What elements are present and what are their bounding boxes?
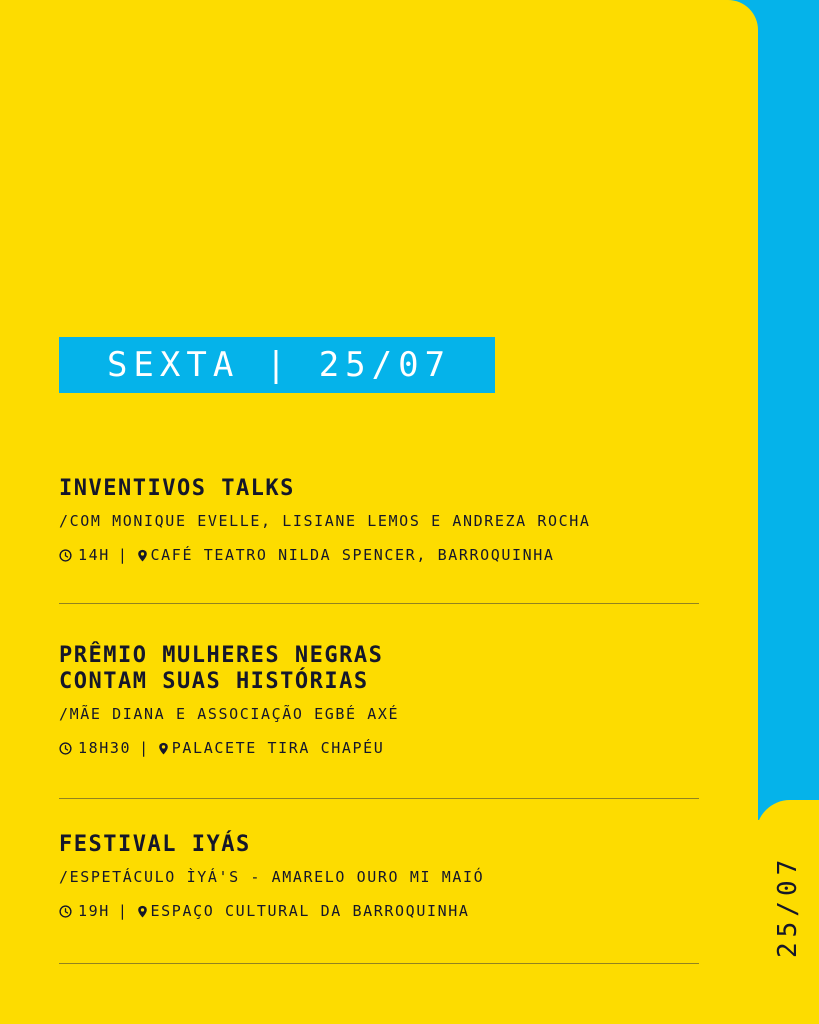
- side-date-label: 25/07: [773, 854, 803, 958]
- event-location: CAFÉ TEATRO NILDA SPENCER, BARROQUINHA: [150, 546, 555, 564]
- divider: [59, 603, 699, 604]
- event-meta: [59, 739, 699, 757]
- meta-separator: |: [117, 902, 129, 920]
- event-item: [59, 832, 699, 920]
- clock-icon: [59, 549, 72, 562]
- clock-icon: [59, 905, 72, 918]
- map-pin-icon: [137, 549, 148, 562]
- event-item: [59, 476, 699, 564]
- event-title: [59, 832, 699, 858]
- event-subtitle: /MÃE DIANA E ASSOCIAÇÃO EGBÉ AXÉ: [59, 705, 400, 723]
- map-pin-icon: [158, 742, 169, 755]
- event-title: [59, 476, 699, 502]
- event-meta: [59, 546, 699, 564]
- event-title-line: FESTIVAL IYÁS: [59, 832, 251, 857]
- main-card-extension: [700, 700, 758, 1024]
- map-pin-icon: [137, 905, 148, 918]
- event-time: 18H30: [78, 739, 132, 757]
- event-time: 14H: [78, 546, 110, 564]
- event-subtitle: /COM MONIQUE EVELLE, LISIANE LEMOS E ANDREZA ROCHA: [59, 512, 591, 530]
- event-title-line: INVENTIVOS TALKS: [59, 476, 295, 501]
- event-time: 19H: [78, 902, 110, 920]
- event-location: ESPAÇO CULTURAL DA BARROQUINHA: [150, 902, 470, 920]
- event-title-line: CONTAM SUAS HISTÓRIAS: [59, 669, 369, 694]
- event-title-line: PRÊMIO MULHERES NEGRAS: [59, 643, 384, 668]
- divider: [59, 963, 699, 964]
- clock-icon: [59, 742, 72, 755]
- event-subtitle: /ESPETÁCULO ÌYÁ'S - AMARELO OURO MI MAIÓ: [59, 868, 485, 886]
- event-meta: [59, 902, 699, 920]
- event-title: [59, 643, 699, 695]
- day-banner: SEXTA | 25/07: [59, 337, 495, 393]
- meta-separator: |: [139, 739, 150, 757]
- event-item: [59, 643, 699, 757]
- meta-separator: |: [117, 546, 129, 564]
- divider: [59, 798, 699, 799]
- event-location: PALACETE TIRA CHAPÉU: [171, 739, 385, 757]
